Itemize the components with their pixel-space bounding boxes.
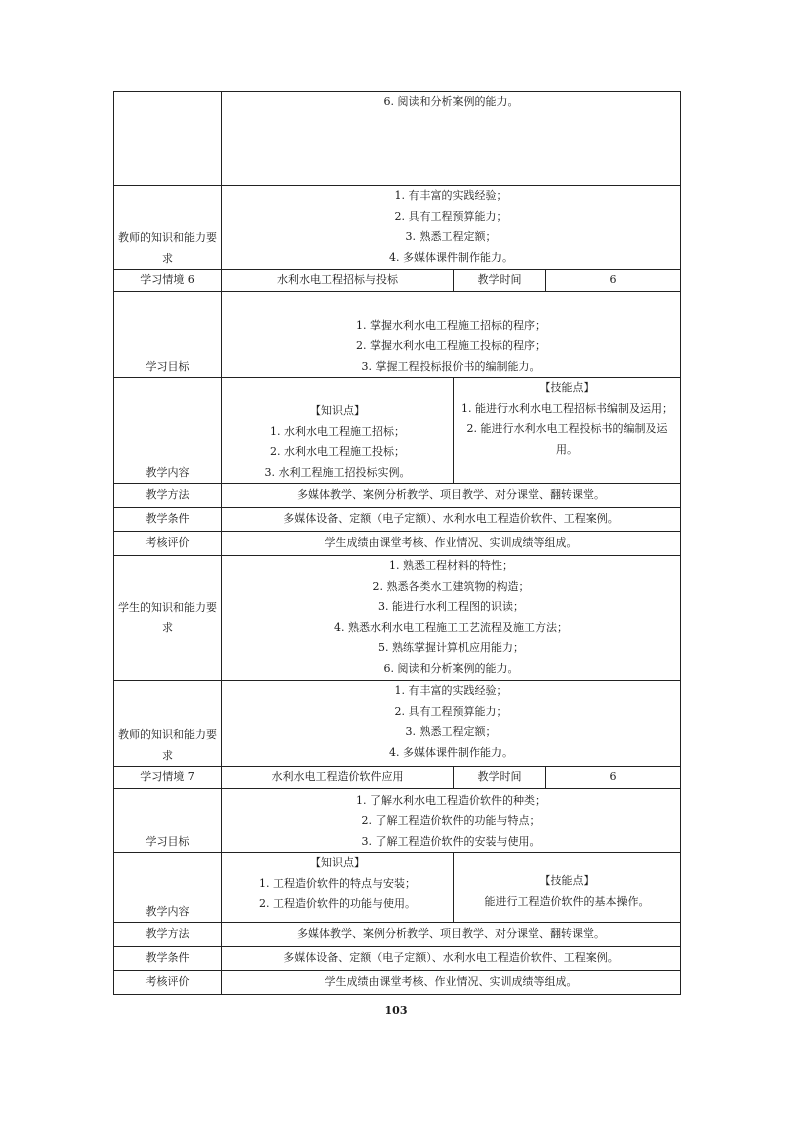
row-method-7 bbox=[114, 923, 681, 947]
teacher-label: 教师的知识和能力要求 bbox=[114, 186, 222, 270]
row-content-7 bbox=[114, 853, 681, 923]
text-line: 1. 有丰富的实践经验； bbox=[394, 684, 508, 697]
page-number: 103 bbox=[384, 1004, 408, 1017]
situation-name: 水利水电工程招标与投标 bbox=[222, 270, 454, 292]
text-line: 3. 能进行水利工程图的识读； bbox=[378, 600, 524, 613]
text-line: 2. 水利水电工程施工投标； bbox=[270, 445, 405, 458]
situation-label: 学习情境 7 bbox=[114, 767, 222, 789]
content-label: 教学内容 bbox=[114, 853, 222, 923]
text-line: 3. 熟悉工程定额； bbox=[405, 725, 497, 738]
text-line: 3. 了解工程造价软件的安装与使用。 bbox=[361, 834, 541, 848]
teacher-label: 教师的知识和能力要求 bbox=[114, 681, 222, 767]
time-label: 教学时间 bbox=[454, 270, 546, 292]
text-line: 2. 掌握水利水电工程施工投标的程序； bbox=[356, 339, 546, 352]
text-line: 1. 了解水利水电工程造价软件的种类； bbox=[356, 793, 546, 807]
text-line: 3. 熟悉工程定额； bbox=[405, 230, 497, 243]
row-cond-7 bbox=[114, 947, 681, 971]
goal-lines-cell bbox=[222, 292, 681, 378]
cond-label: 教学条件 bbox=[114, 508, 222, 532]
teacher-lines-cell bbox=[222, 186, 681, 270]
time-value: 6 bbox=[546, 767, 681, 789]
text-line: 2. 了解工程造价软件的功能与特点； bbox=[361, 814, 541, 827]
text-line: 2. 熟悉各类水工建筑物的构造； bbox=[372, 579, 530, 593]
knowledge-cell bbox=[222, 853, 454, 923]
cond-value: 多媒体设备、定额（电子定额）、水利水电工程造价软件、工程案例。 bbox=[222, 947, 681, 971]
skill-title: 【技能点】 bbox=[539, 381, 595, 394]
row-teacher-6 bbox=[114, 681, 681, 767]
row-eval-6 bbox=[114, 532, 681, 556]
text-line: 3. 掌握工程投标报价书的编制能力。 bbox=[361, 359, 541, 373]
time-value: 6 bbox=[546, 270, 681, 292]
row-cond-6 bbox=[114, 508, 681, 532]
row-situation-7 bbox=[114, 767, 681, 789]
content-label: 教学内容 bbox=[114, 378, 222, 484]
text-line: 1. 水利水电工程施工招标； bbox=[270, 424, 405, 438]
text-line: 2. 具有工程预算能力； bbox=[394, 209, 508, 223]
teacher-lines-cell bbox=[222, 681, 681, 767]
text-line: 4. 多媒体课件制作能力。 bbox=[389, 745, 513, 759]
skill-cell bbox=[454, 853, 681, 923]
knowledge-cell bbox=[222, 378, 454, 484]
goal-lines-cell bbox=[222, 789, 681, 853]
goal-label: 学习目标 bbox=[114, 789, 222, 853]
empty-label-cell bbox=[114, 92, 222, 186]
text-line: 6. 阅读和分析案例的能力。 bbox=[383, 661, 519, 675]
text-line: 1. 工程造价软件的特点与安装； bbox=[259, 876, 416, 890]
text-line: 4. 多媒体课件制作能力。 bbox=[389, 250, 513, 264]
text-line: 6. 阅读和分析案例的能力。 bbox=[383, 95, 519, 108]
row-eval-7 bbox=[114, 971, 681, 995]
row-goals-6 bbox=[114, 292, 681, 378]
method-label: 教学方法 bbox=[114, 484, 222, 508]
student-label: 学生的知识和能力要求 bbox=[114, 556, 222, 681]
time-label: 教学时间 bbox=[454, 767, 546, 789]
method-label: 教学方法 bbox=[114, 923, 222, 947]
text-line: 1. 熟悉工程材料的特性； bbox=[389, 559, 513, 572]
row-situation-6 bbox=[114, 270, 681, 292]
situation-label: 学习情境 6 bbox=[114, 270, 222, 292]
situation-name: 水利水电工程造价软件应用 bbox=[222, 767, 454, 789]
row-prev-teacher bbox=[114, 186, 681, 270]
goal-label: 学习目标 bbox=[114, 292, 222, 378]
row-method-6 bbox=[114, 484, 681, 508]
student-lines-cell bbox=[222, 556, 681, 681]
skill-cell bbox=[454, 378, 681, 484]
text-line: 1. 有丰富的实践经验； bbox=[394, 189, 508, 202]
prev-student-cell bbox=[222, 92, 681, 186]
row-content-6 bbox=[114, 378, 681, 484]
cond-label: 教学条件 bbox=[114, 947, 222, 971]
eval-value: 学生成绩由课堂考核、作业情况、实训成绩等组成。 bbox=[222, 971, 681, 995]
text-line: 1. 掌握水利水电工程施工招标的程序； bbox=[356, 318, 546, 332]
eval-label: 考核评价 bbox=[114, 532, 222, 556]
knowledge-title: 【知识点】 bbox=[310, 404, 365, 417]
method-value: 多媒体教学、案例分析教学、项目教学、对分课堂、翻转课堂。 bbox=[222, 923, 681, 947]
text-line: 5. 熟练掌握计算机应用能力； bbox=[378, 641, 524, 654]
row-prev-student-tail bbox=[114, 92, 681, 186]
text-line: 2. 工程造价软件的功能与使用。 bbox=[259, 897, 416, 910]
method-value: 多媒体教学、案例分析教学、项目教学、对分课堂、翻转课堂。 bbox=[222, 484, 681, 508]
eval-value: 学生成绩由课堂考核、作业情况、实训成绩等组成。 bbox=[222, 532, 681, 556]
text-line: 3. 水利工程施工招投标实例。 bbox=[264, 465, 411, 479]
text-line: 4. 熟悉水利水电工程施工工艺流程及施工方法； bbox=[334, 620, 568, 634]
text-line: 1. 能进行水利水电工程招标书编制及运用； bbox=[461, 401, 673, 415]
row-goals-7 bbox=[114, 789, 681, 853]
text-line: 2. 具有工程预算能力； bbox=[394, 704, 508, 718]
cond-value: 多媒体设备、定额（电子定额）、水利水电工程造价软件、工程案例。 bbox=[222, 508, 681, 532]
skill-title: 【技能点】 bbox=[539, 874, 595, 887]
row-student-6 bbox=[114, 556, 681, 681]
eval-label: 考核评价 bbox=[114, 971, 222, 995]
knowledge-title: 【知识点】 bbox=[310, 856, 365, 869]
text-line: 能进行工程造价软件的基本操作。 bbox=[484, 894, 650, 908]
text-line: 2. 能进行水利水电工程投标书的编制及运用。 bbox=[466, 422, 668, 456]
course-table bbox=[113, 91, 681, 995]
